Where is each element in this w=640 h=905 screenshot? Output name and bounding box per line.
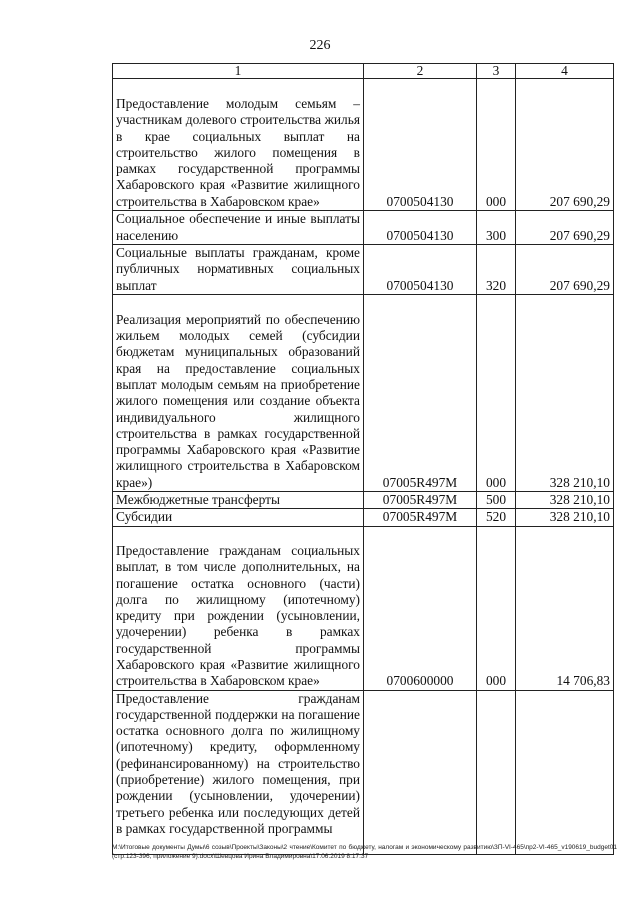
row-code: 0700504130 [364,211,477,245]
row-name: Межбюджетные трансферты [113,492,364,509]
table-row [113,492,614,509]
table-row [113,211,614,245]
column-header-3: 3 [477,64,516,79]
table-header-row [113,64,614,79]
row-name: Предоставление молодым семьям – участникам долевого строительства жилья в крае социальных выплат на строительство жилого помещения в рамках государственной программы Хабаровского края «Развитие жилищного строительства в Хабаровском крае» [113,79,364,211]
row-type: 520 [477,509,516,526]
table-row [113,79,614,211]
row-name: Социальные выплаты гражданам, кроме публичных нормативных социальных выплат [113,245,364,295]
row-name: Субсидии [113,509,364,526]
row-type: 000 [477,79,516,211]
row-amount [516,690,614,854]
row-amount: 14 706,83 [516,526,614,690]
row-type: 320 [477,245,516,295]
page-number: 226 [309,38,331,53]
row-amount: 328 210,10 [516,509,614,526]
table-row [113,690,614,854]
row-name: Социальное обеспечение и иные выплаты населению [113,211,364,245]
row-code: 0700504130 [364,245,477,295]
row-type [477,690,516,854]
row-amount: 328 210,10 [516,295,614,492]
row-amount: 207 690,29 [516,211,614,245]
row-type: 300 [477,211,516,245]
row-code [364,690,477,854]
row-amount: 207 690,29 [516,79,614,211]
row-code: 07005R497M [364,492,477,509]
budget-table [112,63,614,855]
table-row [113,509,614,526]
table-row [113,295,614,492]
row-code: 07005R497M [364,295,477,492]
file-path-footer: M:\Итоговые документы Думы\6 созыв\Проекты\Законы\2 чтение\Комитет по бюджету, налогам и экономическому развитию\ЗП-VI-465\пр2-VI-465_v190619_budget01 (стр.123-396, приложение 9).docx\Шевцова Ирина Владимировна\17.06.2019 8:17:37 [112,844,617,860]
row-type: 000 [477,526,516,690]
row-name: Реализация мероприятий по обеспечению жильем молодых семей (субсидии бюджетам муниципальных образований края на предоставление социальных выплат молодым семьям на приобретение жилого помещения или создание объекта индивидуального жилищного строительства в рамках государственной программы Хабаровского края «Развитие жилищного строительства в Хабаровском крае») [113,295,364,492]
row-name: Предоставление гражданам государственной поддержки на погашение остатка основного долга по жилищному (ипотечному) кредиту, оформленному (рефинансированному) на строительство (приобретение) жилого помещения, при рождении (усыновлении, удочерении) третьего ребенка или последующих детей в рамках государственной программы [113,690,364,854]
row-code: 0700504130 [364,79,477,211]
row-amount: 207 690,29 [516,245,614,295]
row-code: 0700600000 [364,526,477,690]
column-header-4: 4 [516,64,614,79]
row-name: Предоставление гражданам социальных выплат, в том числе дополнительных, на погашение остатка основного (части) долга по жилищному (ипотечному) кредиту при рождении (усыновлении, удочерении) ребенка в рамках государственной программы Хабаровского края «Развитие жилищного строительства в Хабаровском крае» [113,526,364,690]
table-row [113,245,614,295]
row-type: 000 [477,295,516,492]
table-row [113,526,614,690]
row-type: 500 [477,492,516,509]
column-header-2: 2 [364,64,477,79]
column-header-1: 1 [113,64,364,79]
row-code: 07005R497M [364,509,477,526]
row-amount: 328 210,10 [516,492,614,509]
